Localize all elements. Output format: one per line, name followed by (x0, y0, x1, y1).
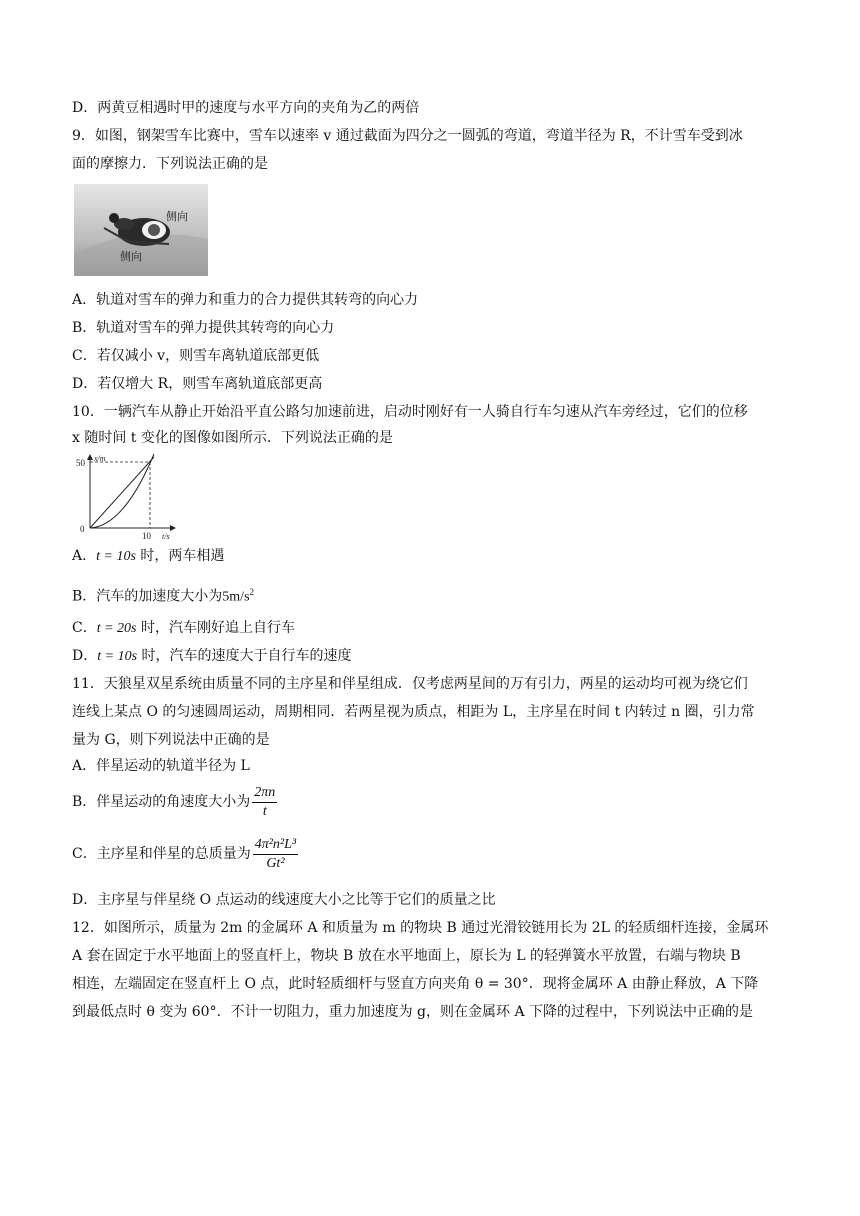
q11-stem-line1: 11．天狼星双星系统由质量不同的主序星和伴星组成．仅考虑两星间的万有引力，两星的运动均可视为绕它们 (72, 676, 748, 692)
q10-option-c-text: 时，汽车刚好追上自行车 (136, 620, 295, 636)
q9-option-b: B．轨道对雪车的弹力提供其转弯的向心力 (72, 320, 335, 336)
q10-option-c-prefix: C． (72, 620, 97, 636)
q10-option-a-text: 时，两车相遇 (135, 548, 225, 564)
q9-figure-label-side1: 侧向 (166, 210, 188, 223)
q10-option-d (72, 646, 351, 667)
q10-y-axis-label: x/m (94, 454, 106, 463)
q10-option-a (72, 546, 224, 567)
q11-option-b-denominator: t (262, 803, 267, 819)
q11-option-b-numerator: 2πn (252, 784, 277, 803)
q10-option-c (72, 618, 295, 639)
q11-option-c-numerator: 4π²n²L³ (253, 836, 298, 855)
q10-origin-label: 0 (80, 524, 85, 534)
q9-bobsled-photo (74, 184, 208, 276)
q10-x-tick-10: 10 (142, 531, 151, 540)
q10-option-b-math: 5m/s (222, 589, 250, 605)
q9-option-c: C．若仅减小 v，则雪车离轨道底部更低 (72, 348, 320, 364)
q10-y-axis-arrow (87, 454, 93, 460)
q11-option-b-text: B．伴星运动的角速度大小为 (72, 794, 251, 810)
q10-bicycle-line (90, 457, 154, 528)
q10-option-d-prefix: D． (72, 648, 98, 664)
q11-option-d: D．主序星与伴星绕 O 点运动的线速度大小之比等于它们的质量之比 (72, 892, 496, 908)
q12-stem-line1: 12．如图所示，质量为 2m 的金属环 A 和质量为 m 的物块 B 通过光滑铰链用长为 2L 的轻质细杆连接，金属环 (72, 920, 769, 936)
q10-option-a-prefix: A． (72, 548, 97, 564)
q10-option-b-text: B．汽车的加速度大小为 (72, 588, 223, 605)
q9-option-d: D．若仅增大 R，则雪车离轨道底部更高 (72, 376, 323, 392)
q10-xt-graph (74, 452, 186, 540)
q11-stem-line2: 连线上某点 O 的匀速圆周运动，周期相同．若两星视为质点，相距为 L，主序星在时间 t 内转过 n 圈，引力常 (72, 704, 755, 720)
q10-option-d-text: 时，汽车的速度大于自行车的速度 (137, 648, 352, 664)
q9-figure-label-side2: 侧向 (120, 250, 142, 263)
q12-stem-line2: A 套在固定于水平地面上的竖直杆上，物块 B 放在水平地面上，原长为 L 的轻弹簧水平放置，右端与物块 B (72, 948, 741, 964)
q10-option-a-math: t = 10s (96, 549, 136, 564)
q11-option-c-text: C．主序星和伴星的总质量为 (72, 846, 251, 862)
q10-stem-line2: x 随时间 t 变化的图像如图所示．下列说法正确的是 (72, 430, 393, 446)
q11-stem-line3: 量为 G，则下列说法中正确的是 (72, 732, 270, 748)
q9-option-a: A．轨道对雪车的弹力和重力的合力提供其转弯的向心力 (72, 292, 419, 308)
q8-option-d: D．两黄豆相遇时甲的速度与水平方向的夹角为乙的两倍 (72, 100, 420, 116)
q10-option-c-math: t = 20s (96, 621, 137, 636)
q11-option-a: A．伴星运动的轨道半径为 L (72, 758, 250, 774)
q11-option-c (72, 834, 298, 874)
q10-option-d-math: t = 10s (97, 649, 138, 664)
q10-x-axis-arrow (170, 525, 176, 531)
q10-option-b-sup: 2 (249, 587, 255, 597)
q9-stem-line2: 面的摩擦力．下列说法正确的是 (72, 156, 268, 172)
q11-option-b-fraction (252, 784, 277, 821)
q10-option-b (72, 582, 254, 608)
q11-option-b (72, 782, 277, 822)
q12-stem-line4: 到最低点时 θ 变为 60°．不计一切阻力，重力加速度为 g，则在金属环 A 下降的过程中，下列说法中正确的是 (72, 1004, 754, 1020)
q10-x-axis-label: t/s (162, 532, 170, 540)
q12-stem-line3: 相连，左端固定在竖直杆上 O 点，此时轻质细杆与竖直方向夹角 θ = 30°．现将金属环 A 由静止释放，A 下降 (72, 976, 759, 992)
q10-y-tick-50: 50 (76, 458, 85, 468)
q10-stem-line1: 10．一辆汽车从静止开始沿平直公路匀加速前进，启动时刚好有一人骑自行车匀速从汽车旁经过，它们的位移 (72, 404, 748, 420)
q9-stem-line1: 9．如图，钢架雪车比赛中，雪车以速率 v 通过截面为四分之一圆弧的弯道，弯道半径为 R，不计雪车受到冰 (72, 128, 743, 144)
q11-option-c-fraction (253, 836, 298, 873)
q11-option-c-denominator: Gt² (266, 855, 285, 871)
